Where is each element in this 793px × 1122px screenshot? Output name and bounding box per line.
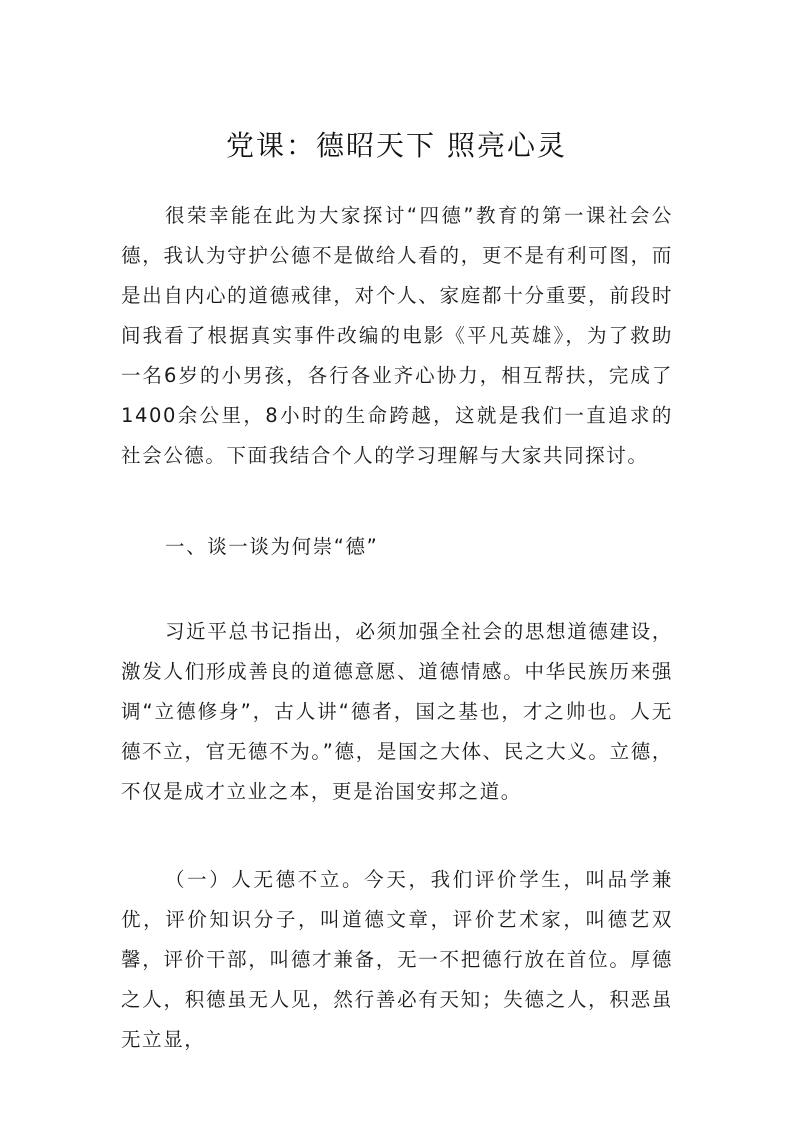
body-paragraph-1: 习近平总书记指出，必须加强全社会的思想道德建设，激发人们形成善良的道德意愿、道德情感。中华民族历来强调“立德修身”，古人讲“德者，国之基也，才之帅也。人无德不立，官无德不为。”德，是国之大体、民之大义。立德，不仅是成才立业之本，更是治国安邦之道。 <box>121 620 673 803</box>
section-heading: 一、谈一谈为何崇“德” <box>165 535 379 558</box>
document-title: 党课：德昭天下 照亮心灵 <box>226 129 567 162</box>
intro-paragraph: 很荣幸能在此为大家探讨“四德”教育的第一课社会公德，我认为守护公德不是做给人看的，更不是有利可图，而是出自内心的道德戒律，对个人、家庭都十分重要，前段时间我看了根据真实事件改编的电影《平凡英雄》，为了救助一名6岁的小男孩，各行各业齐心协力，相互帮扶，完成了1400余公里，8小时的生命跨越，这就是我们一直追求的社会公德。下面我结合个人的学习理解与大家共同探讨。 <box>121 204 673 467</box>
body-paragraph-2: （一）人无德不立。今天，我们评价学生，叫品学兼优，评价知识分子，叫道德文章，评价艺术家，叫德艺双馨，评价干部，叫德才兼备，无一不把德行放在首位。厚德之人，积德虽无人见，然行善必有天知；失德之人，积恶虽无立显， <box>121 868 673 1051</box>
